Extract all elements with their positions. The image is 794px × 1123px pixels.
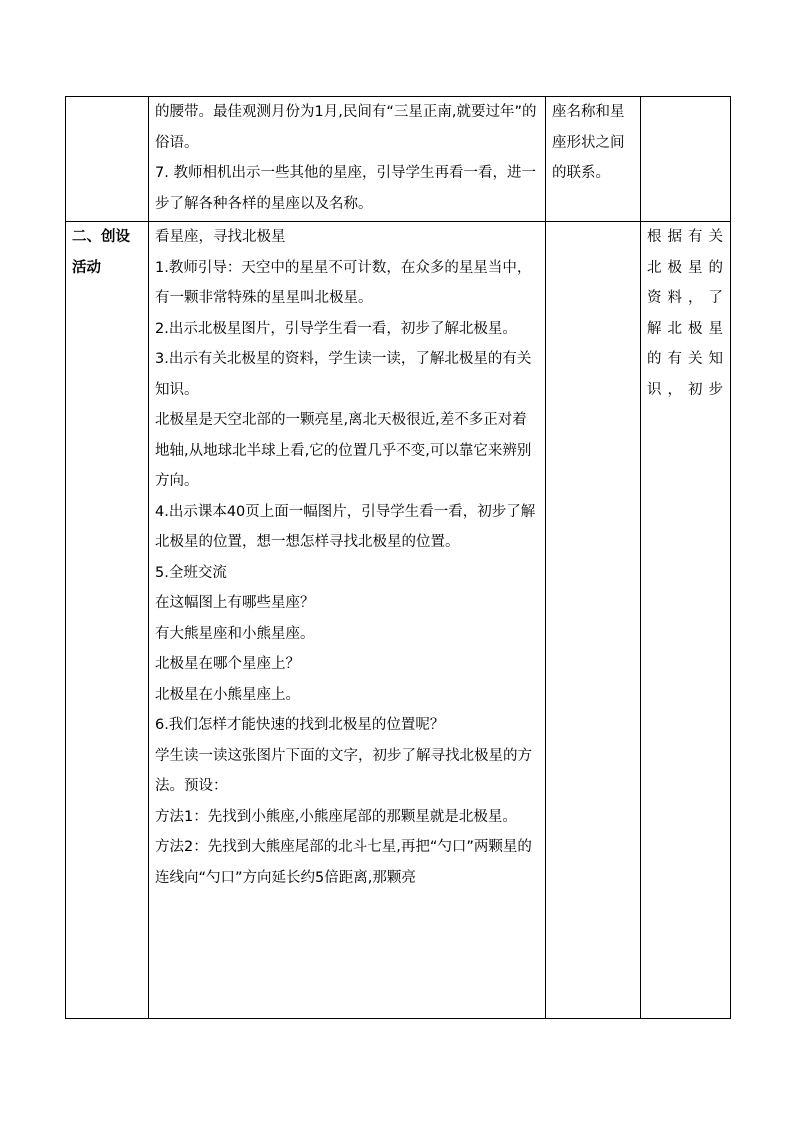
process-heading: 看星座，寻找北极星 xyxy=(155,229,286,245)
process-paragraph: 4.出示课本40页上面一幅图片，引导学生看一看，初步了解北极星的位置，想一想怎样寻找北极星的位置。 xyxy=(155,503,536,550)
process-paragraph: 有大熊星座和小熊星座。 xyxy=(155,625,315,642)
process-paragraph: 学生读一读这张图片下面的文字，初步了解寻找北极星的方法。预设： xyxy=(155,747,532,794)
process-cell xyxy=(149,222,546,1019)
goal-cell xyxy=(641,97,731,222)
table-row xyxy=(66,97,731,222)
process-cell xyxy=(149,97,546,222)
lesson-plan-table xyxy=(65,96,731,1019)
process-paragraph: 5.全班交流 xyxy=(155,564,227,581)
process-paragraph: 北极星是天空北部的一颗亮星,离北天极很近,差不多正对着地轴,从地球北半球上看,它的位置几乎不变,可以靠它来辨别方向。 xyxy=(155,412,532,489)
process-paragraph: 的腰带。最佳观测月份为1月,民间有“三星正南,就要过年”的俗语。 xyxy=(155,104,537,151)
process-paragraph: 北极星在小熊星座上。 xyxy=(155,686,300,703)
table-row xyxy=(66,222,731,1019)
goal-cell: 根据有关北极星的资料，了解北极星的有关知识，初步 xyxy=(641,222,731,1019)
process-paragraph: 方法1：先找到小熊座,小熊座尾部的那颗星就是北极星。 xyxy=(155,808,517,825)
stage-cell: 二、创设活动 xyxy=(66,222,149,1019)
process-paragraph: 方法2：先找到大熊座尾部的北斗七星,再把“勺口”两颗星的连线向“勺口”方向延长约5倍距离,那颗亮 xyxy=(155,839,532,886)
process-paragraph: 北极星在哪个星座上？ xyxy=(155,656,300,672)
intent-cell: 座名称和星座形状之间的联系。 xyxy=(546,97,641,222)
process-paragraph: 在这幅图上有哪些星座？ xyxy=(155,595,315,611)
process-paragraph: 1.教师引导：天空中的星星不可计数，在众多的星星当中，有一颗非常特殊的星星叫北极星。 xyxy=(155,259,532,306)
stage-cell xyxy=(66,97,149,222)
process-paragraph: 2.出示北极星图片，引导学生看一看，初步了解北极星。 xyxy=(155,320,517,337)
process-paragraph: 7. 教师相机出示一些其他的星座，引导学生再看一看，进一步了解各种各样的星座以及名称。 xyxy=(155,165,536,212)
process-paragraph: 3.出示有关北极星的资料，学生读一读，了解北极星的有关知识。 xyxy=(155,351,532,398)
process-paragraph: 6.我们怎样才能快速的找到北极星的位置呢？ xyxy=(155,717,445,733)
intent-cell xyxy=(546,222,641,1019)
